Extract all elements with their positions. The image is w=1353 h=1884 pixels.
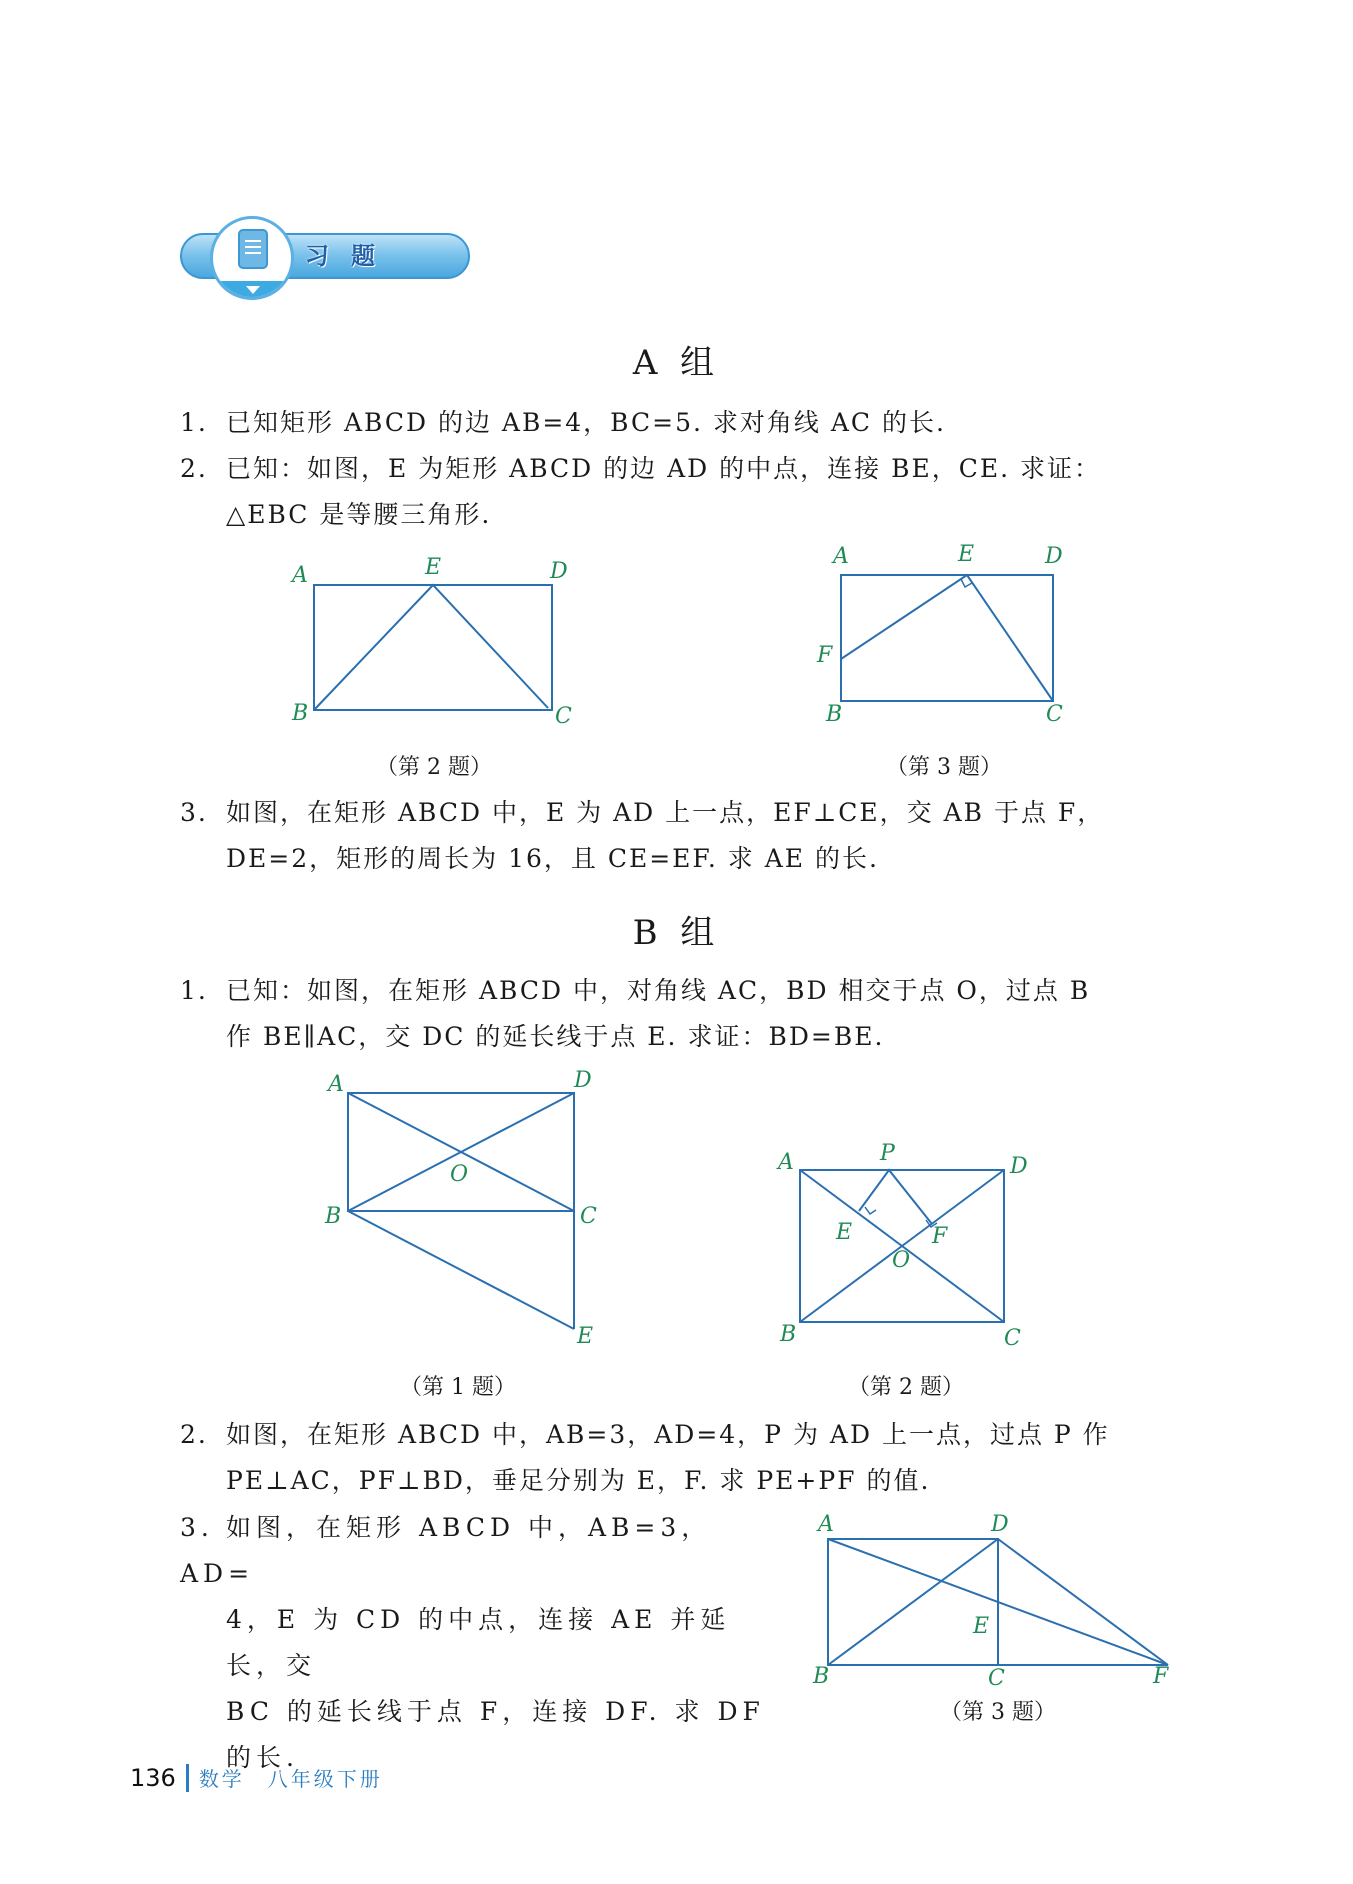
svg-text:A: A: [292, 563, 308, 588]
svg-text:O: O: [450, 1162, 469, 1187]
figure-b3: [805, 1505, 1195, 1695]
svg-text:B: B: [292, 701, 309, 726]
exercise-banner: [180, 228, 470, 284]
svg-text:C: C: [580, 1204, 597, 1229]
figure-a3-caption: （第 3 题）: [886, 755, 1002, 780]
group-a-title: A 组: [632, 343, 721, 383]
svg-text:C: C: [988, 1666, 1005, 1691]
svg-text:B: B: [826, 702, 843, 727]
svg-text:F: F: [1153, 1664, 1169, 1689]
group-b-title: B 组: [632, 913, 721, 953]
a-question-2: 2. 已知：如图，E 为矩形 ABCD 的边 AD 的中点，连接 BE，CE. 求证： △EBC 是等腰三角形.: [180, 454, 1101, 529]
figure-a3: [800, 535, 1100, 735]
svg-text:D: D: [1045, 544, 1063, 569]
svg-text:A: A: [818, 1512, 834, 1537]
figure-b1-caption: （第 1 题）: [400, 1375, 516, 1400]
svg-text:D: D: [550, 559, 568, 584]
svg-text:D: D: [991, 1512, 1009, 1537]
book-title: 数学 八年级下册: [198, 1767, 383, 1791]
b-question-1: 1. 已知：如图，在矩形 ABCD 中，对角线 AC，BD 相交于点 O，过点 B 作 BE∥AC，交 DC 的延长线于点 E. 求证：BD=BE.: [180, 976, 1091, 1051]
b-question-2: 2. 如图，在矩形 ABCD 中，AB=3，AD=4，P 为 AD 上一点，过点 P 作 PE⊥AC，PF⊥BD，垂足分别为 E，F. 求 PE+PF 的值.: [180, 1420, 1110, 1495]
b-question-3: 3. 如图，在矩形 ABCD 中，AB=3，AD= 4，E 为 CD 的中点，连接 AE 并延长，交 BC 的延长线于点 F，连接 DF. 求 DF 的长.: [180, 1513, 765, 1772]
svg-text:A: A: [328, 1072, 344, 1097]
figure-a2-caption: （第 2 题）: [376, 755, 492, 780]
banner-circle: [210, 216, 294, 300]
figure-b3-caption: （第 3 题）: [940, 1700, 1056, 1725]
svg-text:C: C: [555, 704, 572, 728]
svg-text:C: C: [1004, 1326, 1021, 1351]
svg-text:D: D: [1010, 1154, 1028, 1179]
svg-text:O: O: [892, 1248, 911, 1273]
svg-text:E: E: [973, 1614, 990, 1639]
svg-text:B: B: [813, 1664, 830, 1689]
svg-text:F: F: [817, 643, 833, 668]
svg-text:A: A: [778, 1150, 794, 1175]
svg-text:E: E: [958, 542, 975, 567]
figure-a2: [280, 548, 600, 728]
page-footer: [130, 1763, 383, 1792]
triangle-down-icon: [246, 286, 260, 294]
figure-b1: [320, 1065, 610, 1355]
svg-text:E: E: [577, 1324, 594, 1349]
svg-text:B: B: [780, 1322, 797, 1347]
svg-text:E: E: [836, 1220, 853, 1245]
svg-text:B: B: [325, 1204, 342, 1229]
figure-b2: [770, 1135, 1040, 1355]
svg-text:A: A: [833, 544, 849, 569]
svg-text:C: C: [1046, 702, 1063, 727]
banner-title: 习题: [305, 242, 397, 270]
figure-b2-caption: （第 2 题）: [848, 1375, 964, 1400]
svg-text:P: P: [880, 1141, 895, 1166]
a-question-1: 1. 已知矩形 ABCD 的边 AB=4，BC=5. 求对角线 AC 的长.: [180, 408, 946, 437]
footer-divider: [186, 1764, 189, 1792]
svg-text:E: E: [425, 555, 442, 580]
page-number: 136: [130, 1763, 176, 1792]
a-question-3: 3. 如图，在矩形 ABCD 中，E 为 AD 上一点，EF⊥CE，交 AB 于点 F， DE=2，矩形的周长为 16，且 CE=EF. 求 AE 的长.: [180, 798, 1105, 873]
svg-text:F: F: [932, 1224, 948, 1249]
notepad-icon: [238, 229, 268, 269]
svg-text:D: D: [574, 1068, 592, 1093]
